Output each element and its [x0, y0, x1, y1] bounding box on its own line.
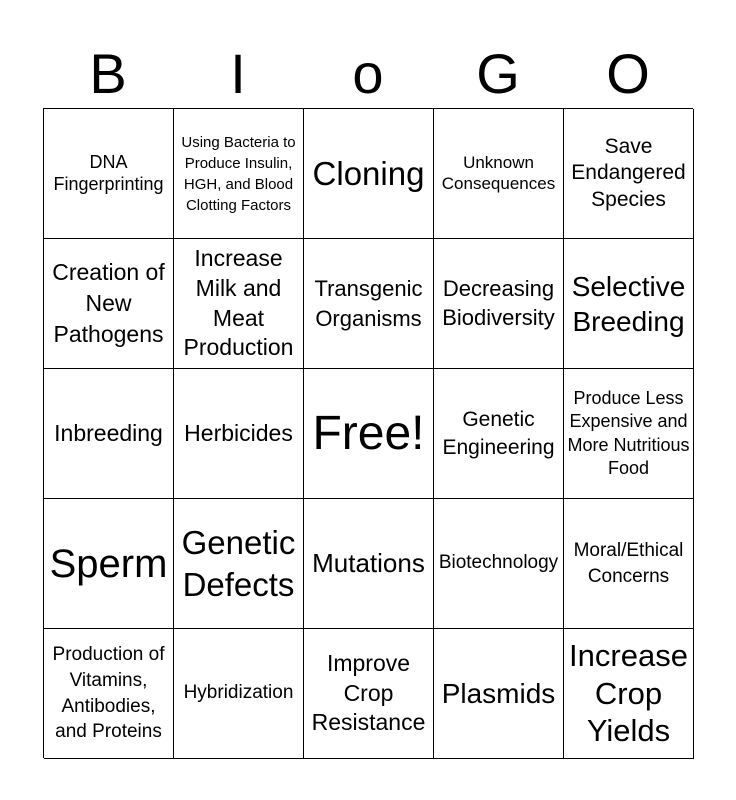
free-space-text: Free!: [312, 406, 425, 460]
cell-text: Cloning: [312, 154, 425, 192]
bingo-cell[interactable]: [174, 629, 304, 759]
header-letter-b: B: [89, 42, 127, 105]
bingo-cell[interactable]: [564, 239, 694, 369]
bingo-cell[interactable]: [434, 369, 564, 499]
bingo-cell[interactable]: [564, 109, 694, 239]
cell-text: Selective Breeding: [571, 270, 686, 337]
cell-text: DNA Fingerprinting: [53, 151, 164, 194]
cell-text: Genetic Defects: [181, 524, 296, 603]
bingo-cell[interactable]: [564, 629, 694, 759]
cell-text: Increase Crop Yields: [569, 637, 688, 749]
bingo-cell[interactable]: [174, 109, 304, 239]
cell-text: Unknown Consequences: [441, 153, 556, 193]
cell-text: Save Endangered Species: [571, 135, 686, 211]
cell-text: Genetic Engineering: [442, 408, 555, 459]
bingo-cell[interactable]: [434, 239, 564, 369]
cell-text: Improve Crop Resistance: [311, 649, 426, 736]
cell-text: Inbreeding: [54, 419, 163, 446]
cell-text: Moral/Ethical Concerns: [573, 539, 684, 587]
cell-text: Hybridization: [183, 682, 294, 704]
bingo-cell[interactable]: [564, 369, 694, 499]
cell-text: Mutations: [312, 547, 425, 578]
cell-text: Decreasing Biodiversity: [442, 275, 555, 330]
cell-text: Production of Vitamins, Antibodies, and Proteins: [52, 644, 165, 743]
bingo-cell[interactable]: [44, 629, 174, 759]
bingo-cell[interactable]: [434, 109, 564, 239]
cell-text: Creation of New Pathogens: [52, 258, 165, 348]
bingo-cell[interactable]: [174, 369, 304, 499]
bingo-cell[interactable]: [174, 499, 304, 629]
bingo-cell[interactable]: [44, 239, 174, 369]
header-letter-g: G: [476, 42, 520, 105]
free-space-cell[interactable]: [304, 369, 434, 499]
cell-text: Increase Milk and Meat Production: [183, 244, 294, 361]
header-letter-o2: O: [606, 42, 650, 105]
cell-text: Transgenic Organisms: [314, 275, 423, 331]
bingo-cell[interactable]: [304, 499, 434, 629]
cell-text: Biotechnology: [438, 552, 559, 574]
header-letter-i: I: [230, 42, 246, 105]
bingo-header: [43, 40, 693, 108]
bingo-cell[interactable]: [564, 499, 694, 629]
cell-text: Using Bacteria to Produce Insulin, HGH, and Blood Clotting Factors: [181, 133, 296, 214]
bingo-cell[interactable]: [434, 499, 564, 629]
bingo-cell[interactable]: [174, 239, 304, 369]
cell-text: Sperm: [49, 541, 168, 586]
cell-text: Herbicides: [184, 419, 293, 446]
bingo-board: [43, 108, 693, 758]
cell-text: Produce Less Expensive and More Nutritious Food: [567, 387, 690, 478]
bingo-cell[interactable]: [304, 239, 434, 369]
bingo-cell[interactable]: [44, 369, 174, 499]
bingo-cell[interactable]: [44, 499, 174, 629]
cell-text: Plasmids: [441, 677, 556, 709]
bingo-cell[interactable]: [44, 109, 174, 239]
bingo-cell[interactable]: [304, 109, 434, 239]
bingo-cell[interactable]: [304, 629, 434, 759]
header-letter-o: o: [352, 42, 384, 105]
bingo-cell[interactable]: [434, 629, 564, 759]
